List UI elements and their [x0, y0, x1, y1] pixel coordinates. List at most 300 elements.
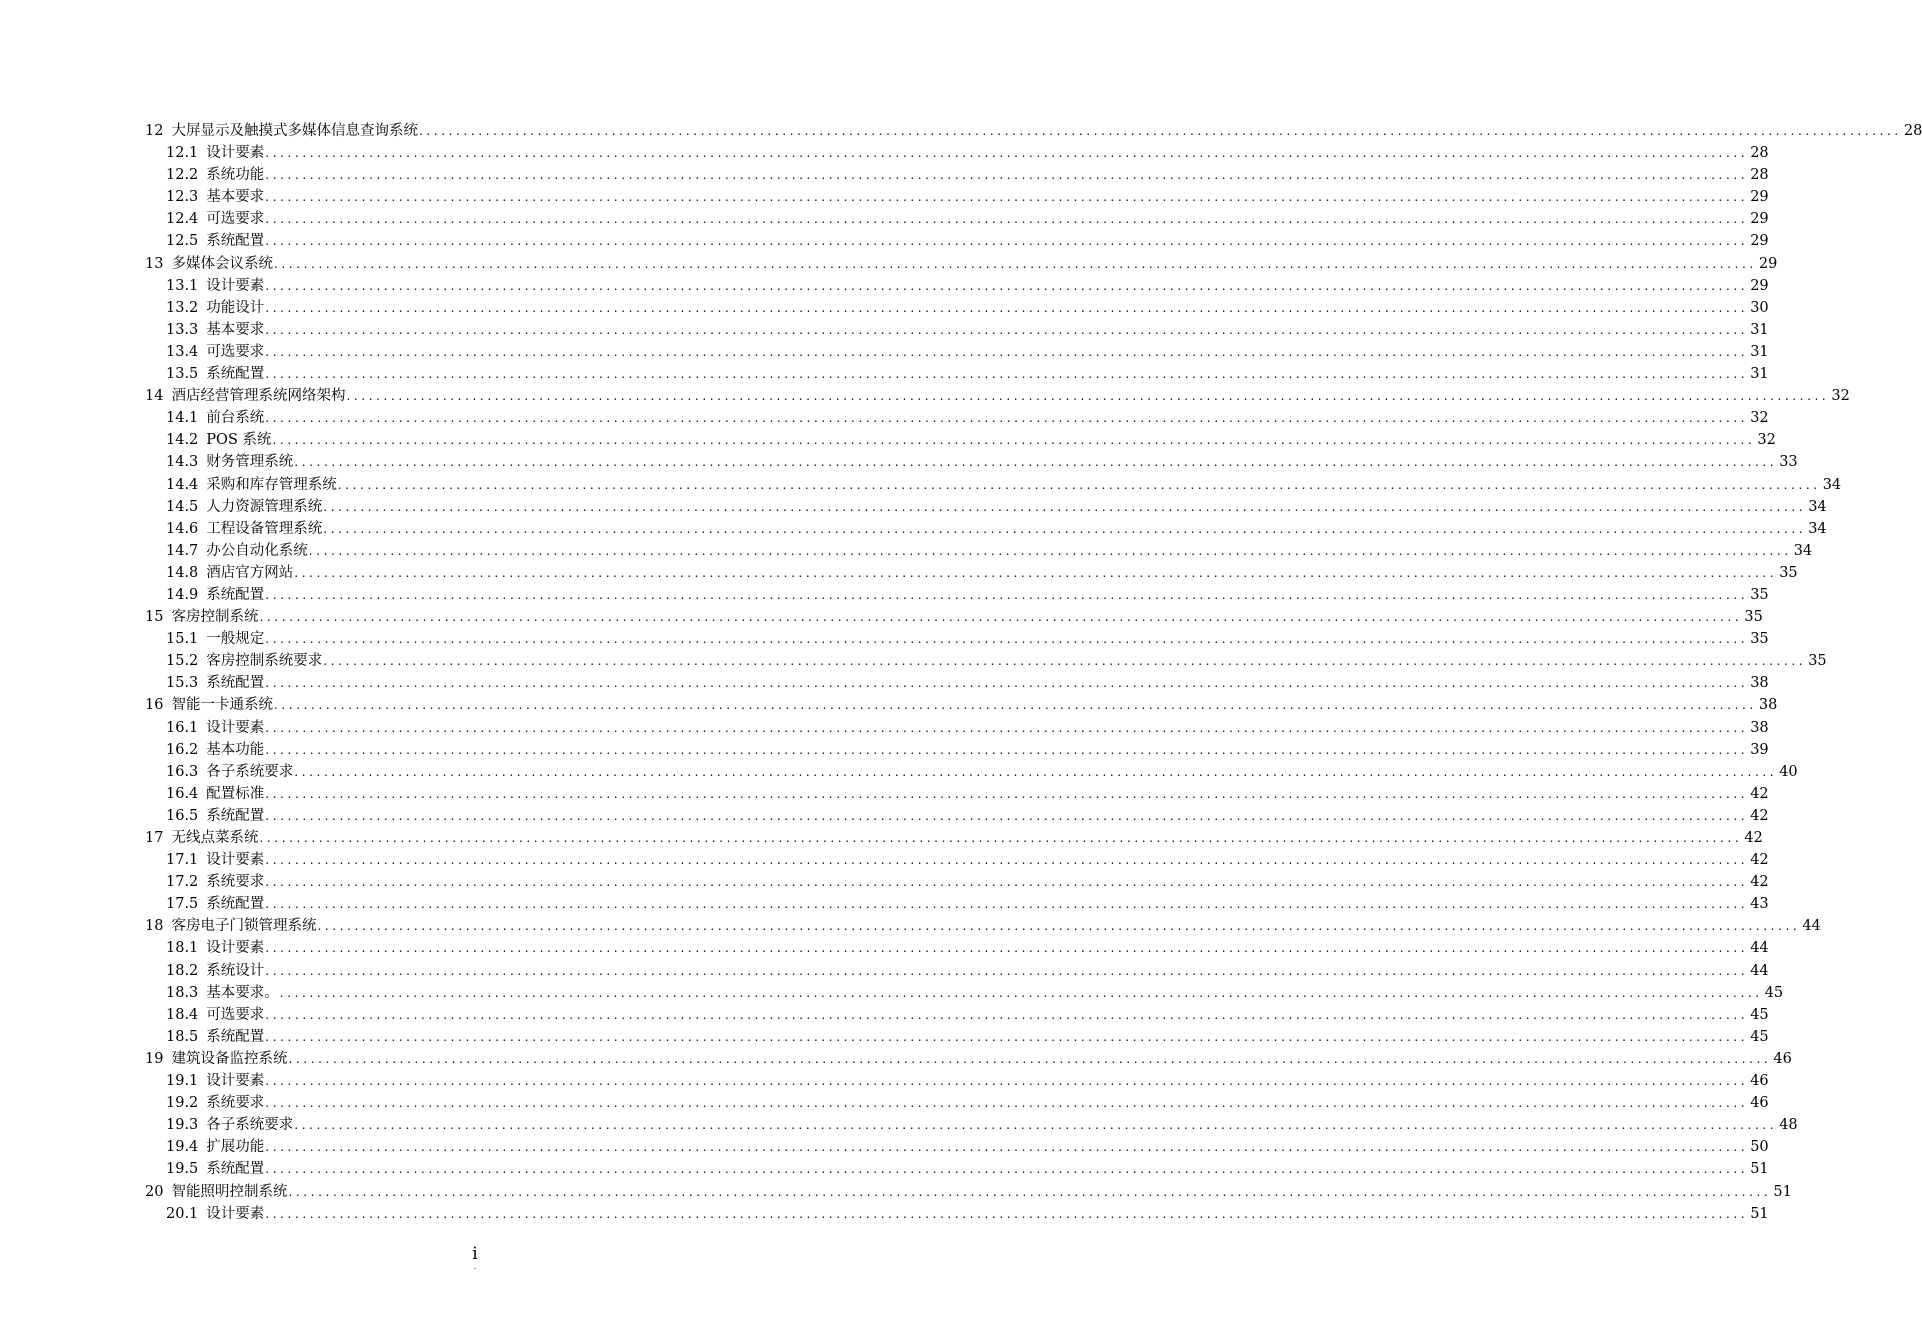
toc-entry-number: 14.4: [166, 476, 199, 493]
table-of-contents: [0, 120, 1922, 1225]
toc-entry-title: 系统配置: [206, 807, 265, 824]
toc-entry-number: 17: [145, 830, 164, 846]
toc-entry[interactable]: [0, 208, 1769, 230]
toc-entry-title: 可选要求: [206, 211, 265, 228]
toc-entry-page: 32: [1750, 410, 1769, 427]
toc-entry-number: 16.3: [166, 763, 199, 780]
toc-entry-number: 12.1: [166, 145, 199, 162]
toc-entry-title: 前台系统: [206, 410, 265, 427]
toc-entry-page: 45: [1750, 1006, 1769, 1023]
toc-entry-line: [166, 672, 1769, 694]
toc-entry-title: POS 系统: [206, 432, 272, 449]
toc-dot-leader: ........................................................................................................................................................................................................: [259, 610, 1743, 625]
toc-entry-number: 18.4: [166, 1006, 199, 1023]
toc-entry-line: [166, 518, 1827, 540]
toc-entry[interactable]: [0, 805, 1769, 827]
toc-entry-number: 16: [145, 697, 164, 714]
toc-dot-leader: ........................................................................................................................................................................................................: [279, 985, 1763, 1000]
toc-entry-line: [166, 1136, 1769, 1158]
toc-entry-title: 设计要素: [206, 1073, 265, 1090]
toc-dot-leader: ........................................................................................................................................................................................................: [294, 1118, 1778, 1133]
toc-entry-page: 51: [1750, 1161, 1769, 1178]
toc-entry-line: [166, 893, 1769, 915]
toc-entry-title: 客房控制系统要求: [206, 653, 323, 670]
toc-entry-page: 44: [1750, 962, 1769, 979]
toc-entry-number: 13.2: [166, 299, 199, 316]
toc-dot-leader: ........................................................................................................................................................................................................: [265, 322, 1749, 337]
toc-entry-line: [166, 230, 1769, 252]
toc-entry-number: 14.6: [166, 520, 199, 537]
toc-entry-page: 34: [1808, 520, 1827, 537]
toc-entry-title: 设计要素: [206, 1205, 265, 1222]
toc-entry-number: 17.5: [166, 896, 199, 913]
toc-dot-leader: ........................................................................................................................................................................................................: [265, 1206, 1749, 1221]
toc-entry[interactable]: [0, 407, 1769, 429]
toc-entry[interactable]: [0, 827, 1763, 849]
toc-entry-number: 16.1: [166, 719, 199, 736]
toc-entry-number: 12.3: [166, 189, 199, 206]
toc-entry-title: 采购和库存管理系统: [206, 476, 337, 493]
toc-entry-page: 35: [1750, 586, 1769, 603]
toc-dot-leader: ........................................................................................................................................................................................................: [317, 919, 1801, 934]
toc-entry-page: 42: [1750, 852, 1769, 869]
toc-entry-number: 18.3: [166, 984, 199, 1001]
page-number-dot: .: [473, 1262, 477, 1271]
toc-entry-title: 系统配置: [206, 233, 265, 250]
toc-entry-number: 13.3: [166, 321, 199, 338]
toc-entry-line: [166, 363, 1769, 385]
toc-entry[interactable]: [0, 960, 1769, 982]
toc-dot-leader: ........................................................................................................................................................................................................: [265, 234, 1749, 249]
toc-entry[interactable]: [0, 606, 1763, 628]
toc-entry-line: [166, 937, 1769, 959]
toc-entry-page: 29: [1750, 211, 1769, 228]
toc-dot-leader: ........................................................................................................................................................................................................: [323, 499, 1807, 514]
toc-entry[interactable]: [0, 849, 1769, 871]
toc-dot-leader: ........................................................................................................................................................................................................: [265, 1140, 1749, 1155]
toc-entry-line: [166, 142, 1769, 164]
toc-dot-leader: ........................................................................................................................................................................................................: [265, 1007, 1749, 1022]
toc-entry-line: [166, 407, 1769, 429]
toc-entry[interactable]: [0, 1203, 1769, 1225]
toc-entry[interactable]: [0, 341, 1769, 363]
toc-entry-page: 38: [1750, 719, 1769, 736]
toc-entry-number: 19: [145, 1050, 164, 1067]
toc-entry[interactable]: [0, 1048, 1792, 1070]
toc-entry-page: 46: [1750, 1095, 1769, 1112]
toc-dot-leader: ........................................................................................................................................................................................................: [265, 411, 1749, 426]
page-number: i: [472, 1244, 478, 1264]
toc-entry[interactable]: [0, 275, 1769, 297]
toc-entry-page: 43: [1750, 896, 1769, 913]
toc-entry-title: 一般规定: [206, 631, 265, 648]
toc-entry-page: 33: [1779, 454, 1798, 471]
toc-dot-leader: ........................................................................................................................................................................................................: [272, 433, 1756, 448]
toc-entry-line: [166, 1026, 1769, 1048]
toc-entry[interactable]: [0, 253, 1778, 275]
toc-entry-title: 配置标准: [206, 785, 265, 802]
toc-entry[interactable]: [0, 1114, 1798, 1136]
toc-entry-title: 酒店官方网站: [206, 564, 294, 581]
toc-entry-title: 可选要求: [206, 343, 265, 360]
toc-entry-page: 32: [1757, 432, 1776, 449]
toc-dot-leader: ........................................................................................................................................................................................................: [265, 367, 1749, 382]
toc-entry-title: 无线点菜系统: [171, 830, 259, 846]
toc-entry-title: 设计要素: [206, 852, 265, 869]
toc-entry-title: 基本要求: [206, 321, 265, 338]
toc-entry-line: [166, 982, 1784, 1004]
toc-entry[interactable]: [0, 761, 1798, 783]
toc-entry-line: [166, 275, 1769, 297]
toc-entry-page: 44: [1750, 940, 1769, 957]
toc-entry[interactable]: [0, 1092, 1769, 1114]
toc-entry[interactable]: [0, 783, 1769, 805]
toc-entry-number: 13.5: [166, 366, 199, 383]
toc-entry-page: 48: [1779, 1117, 1798, 1134]
toc-entry-page: 35: [1779, 564, 1798, 581]
toc-entry-number: 14.8: [166, 564, 199, 581]
toc-dot-leader: ........................................................................................................................................................................................................: [265, 808, 1749, 823]
toc-dot-leader: ........................................................................................................................................................................................................: [418, 124, 1902, 138]
toc-entry-title: 基本要求。: [206, 984, 279, 1001]
toc-entry[interactable]: [0, 120, 1922, 142]
toc-entry-title: 扩展功能: [206, 1139, 265, 1156]
toc-entry-number: 17.2: [166, 874, 199, 891]
toc-entry-page: 46: [1750, 1073, 1769, 1090]
toc-entry-page: 29: [1758, 255, 1778, 272]
toc-entry-number: 15.1: [166, 631, 199, 648]
toc-entry-number: 19.1: [166, 1073, 199, 1090]
toc-entry-number: 13: [145, 255, 164, 272]
toc-dot-leader: ........................................................................................................................................................................................................: [294, 565, 1778, 580]
toc-entry[interactable]: [0, 739, 1769, 761]
toc-entry-number: 15: [145, 609, 164, 626]
toc-entry-number: 14.2: [166, 432, 199, 449]
toc-entry-title: 可选要求: [206, 1006, 265, 1023]
toc-entry-title: 财务管理系统: [206, 454, 294, 471]
toc-entry-page: 34: [1822, 476, 1842, 493]
toc-dot-leader: ........................................................................................................................................................................................................: [265, 190, 1749, 205]
toc-entry-page: 38: [1750, 675, 1769, 692]
toc-entry-title: 大屏显示及触摸式多媒体信息查询系统: [171, 123, 418, 139]
toc-entry-line: [166, 474, 1842, 496]
toc-entry-line: [166, 960, 1769, 982]
toc-entry-title: 办公自动化系统: [206, 542, 308, 559]
toc-entry-line: [166, 297, 1769, 319]
toc-dot-leader: ........................................................................................................................................................................................................: [265, 676, 1749, 691]
toc-entry-title: 系统配置: [206, 586, 265, 603]
toc-entry-title: 酒店经营管理系统网络架构: [171, 388, 346, 405]
toc-entry-number: 13.1: [166, 277, 199, 294]
toc-entry-page: 51: [1773, 1183, 1792, 1200]
toc-entry[interactable]: [0, 1026, 1769, 1048]
toc-entry[interactable]: [0, 982, 1784, 1004]
toc-entry-line: [145, 1048, 1792, 1070]
toc-entry-number: 13.4: [166, 343, 199, 360]
toc-entry-number: 15.2: [166, 653, 199, 670]
toc-entry-title: 各子系统要求: [206, 1117, 294, 1134]
toc-entry-page: 40: [1779, 763, 1798, 780]
toc-entry-title: 基本功能: [206, 741, 265, 758]
toc-entry[interactable]: [0, 451, 1798, 473]
toc-entry-number: 17.1: [166, 852, 199, 869]
toc-dot-leader: ........................................................................................................................................................................................................: [265, 742, 1749, 757]
toc-entry-line: [145, 915, 1821, 937]
toc-entry-line: [166, 849, 1769, 871]
toc-entry-number: 20: [145, 1183, 164, 1200]
toc-entry[interactable]: [0, 230, 1769, 252]
toc-entry-title: 系统配置: [206, 896, 265, 913]
toc-entry[interactable]: [0, 562, 1798, 584]
toc-entry-title: 工程设备管理系统: [206, 520, 323, 537]
toc-entry-title: 建筑设备监控系统: [171, 1050, 288, 1067]
toc-entry-page: 46: [1773, 1050, 1792, 1067]
toc-dot-leader: ........................................................................................................................................................................................................: [265, 853, 1749, 868]
toc-entry-title: 设计要素: [206, 719, 265, 736]
toc-entry-number: 18.5: [166, 1028, 199, 1045]
toc-entry-number: 14.7: [166, 542, 199, 559]
toc-entry-line: [166, 208, 1769, 230]
toc-entry[interactable]: [0, 1158, 1769, 1180]
toc-entry[interactable]: [0, 717, 1769, 739]
toc-entry-number: 14.9: [166, 586, 199, 603]
toc-entry-number: 19.5: [166, 1161, 199, 1178]
toc-entry[interactable]: [0, 518, 1827, 540]
toc-entry-title: 系统要求: [206, 874, 265, 891]
toc-entry-title: 系统设计: [206, 962, 265, 979]
toc-entry-page: 42: [1750, 874, 1769, 891]
toc-entry[interactable]: [0, 672, 1769, 694]
toc-entry-number: 19.3: [166, 1117, 199, 1134]
toc-entry-page: 45: [1750, 1028, 1769, 1045]
toc-entry-line: [166, 1004, 1769, 1026]
toc-dot-leader: ........................................................................................................................................................................................................: [273, 256, 1757, 271]
toc-entry-line: [166, 1114, 1798, 1136]
toc-entry-line: [166, 186, 1769, 208]
toc-dot-leader: ........................................................................................................................................................................................................: [323, 521, 1807, 536]
toc-entry-number: 12: [145, 123, 164, 139]
toc-entry-page: 28: [1750, 167, 1769, 184]
toc-entry-page: 39: [1750, 741, 1769, 758]
toc-entry-line: [145, 694, 1778, 716]
toc-entry-page: 31: [1750, 366, 1769, 383]
toc-entry-line: [166, 1158, 1769, 1180]
toc-entry-title: 系统配置: [206, 1028, 265, 1045]
toc-entry-number: 14.5: [166, 498, 199, 515]
toc-entry-line: [166, 429, 1776, 451]
toc-entry[interactable]: [0, 429, 1776, 451]
toc-entry-line: [166, 761, 1798, 783]
toc-dot-leader: ........................................................................................................................................................................................................: [265, 963, 1749, 978]
toc-entry-page: 34: [1793, 542, 1813, 559]
toc-entry-page: 45: [1764, 984, 1784, 1001]
toc-dot-leader: ........................................................................................................................................................................................................: [265, 344, 1749, 359]
toc-dot-leader: ........................................................................................................................................................................................................: [346, 389, 1830, 404]
toc-entry-number: 18: [145, 918, 164, 935]
toc-entry-title: 多媒体会议系统: [171, 255, 273, 272]
toc-entry[interactable]: [0, 1070, 1769, 1092]
toc-entry-title: 设计要素: [206, 277, 265, 294]
toc-dot-leader: ........................................................................................................................................................................................................: [265, 720, 1749, 735]
toc-entry-number: 19.2: [166, 1095, 199, 1112]
toc-entry[interactable]: [0, 319, 1769, 341]
toc-entry-title: 基本要求: [206, 189, 265, 206]
toc-entry[interactable]: [0, 1181, 1792, 1203]
toc-entry-page: 38: [1758, 697, 1778, 714]
toc-entry-line: [145, 120, 1922, 142]
toc-entry[interactable]: [0, 915, 1821, 937]
toc-entry-title: 智能照明控制系统: [171, 1183, 288, 1200]
toc-dot-leader: ........................................................................................................................................................................................................: [265, 1096, 1749, 1111]
toc-entry-title: 客房控制系统: [171, 609, 259, 626]
toc-entry-page: 30: [1750, 299, 1769, 316]
toc-dot-leader: ........................................................................................................................................................................................................: [265, 1029, 1749, 1044]
toc-entry-line: [166, 496, 1827, 518]
toc-entry-title: 各子系统要求: [206, 763, 294, 780]
toc-dot-leader: ........................................................................................................................................................................................................: [265, 897, 1749, 912]
toc-entry-page: 35: [1744, 609, 1763, 626]
toc-entry-number: 19.4: [166, 1139, 199, 1156]
toc-dot-leader: ........................................................................................................................................................................................................: [294, 455, 1778, 470]
toc-entry-line: [166, 584, 1769, 606]
toc-entry-title: 人力资源管理系统: [206, 498, 323, 515]
toc-dot-leader: ........................................................................................................................................................................................................: [323, 654, 1807, 669]
toc-entry-page: 42: [1750, 807, 1769, 824]
toc-entry-line: [166, 871, 1769, 893]
toc-entry-number: 20.1: [166, 1205, 199, 1222]
toc-entry[interactable]: [0, 164, 1769, 186]
toc-entry-line: [145, 1181, 1792, 1203]
toc-entry-page: 42: [1744, 830, 1763, 846]
toc-entry-page: 34: [1808, 498, 1827, 515]
toc-entry-page: 32: [1831, 388, 1850, 405]
toc-entry[interactable]: [0, 1004, 1769, 1026]
toc-entry[interactable]: [0, 496, 1827, 518]
toc-entry-page: 50: [1750, 1139, 1769, 1156]
toc-entry-number: 15.3: [166, 675, 199, 692]
toc-entry-page: 31: [1750, 343, 1769, 360]
toc-entry[interactable]: [0, 186, 1769, 208]
toc-entry-line: [166, 341, 1769, 363]
toc-entry-line: [166, 717, 1769, 739]
toc-entry-line: [166, 319, 1769, 341]
toc-entry-line: [166, 164, 1769, 186]
toc-dot-leader: ........................................................................................................................................................................................................: [265, 212, 1749, 227]
toc-entry-title: 智能一卡通系统: [171, 697, 273, 714]
toc-entry-line: [166, 1203, 1769, 1225]
toc-entry-page: 42: [1750, 785, 1769, 802]
toc-entry[interactable]: [0, 893, 1769, 915]
toc-entry-number: 16.5: [166, 807, 199, 824]
toc-entry[interactable]: [0, 584, 1769, 606]
toc-entry-line: [145, 606, 1763, 628]
toc-entry-line: [166, 451, 1798, 473]
toc-entry-page: 28: [1903, 123, 1922, 139]
toc-entry-page: 31: [1750, 321, 1769, 338]
toc-entry-title: 系统要求: [206, 1095, 265, 1112]
toc-entry[interactable]: [0, 1136, 1769, 1158]
toc-entry-number: 16.2: [166, 741, 199, 758]
toc-entry-page: 44: [1802, 918, 1821, 935]
toc-entry-number: 12.2: [166, 167, 199, 184]
toc-entry-line: [166, 562, 1798, 584]
toc-entry[interactable]: [0, 628, 1769, 650]
toc-dot-leader: ........................................................................................................................................................................................................: [288, 1051, 1772, 1066]
toc-entry[interactable]: [0, 363, 1769, 385]
toc-entry-number: 16.4: [166, 785, 199, 802]
toc-entry-title: 客房电子门锁管理系统: [171, 918, 317, 935]
toc-dot-leader: ........................................................................................................................................................................................................: [337, 477, 1821, 492]
toc-dot-leader: ........................................................................................................................................................................................................: [265, 1162, 1749, 1177]
toc-entry-number: 18.2: [166, 962, 199, 979]
toc-dot-leader: ........................................................................................................................................................................................................: [288, 1184, 1772, 1199]
toc-entry-number: 12.5: [166, 233, 199, 250]
toc-entry-line: [166, 739, 1769, 761]
toc-entry-title: 系统配置: [206, 1161, 265, 1178]
toc-entry[interactable]: [0, 694, 1778, 716]
toc-entry-number: 18.1: [166, 940, 199, 957]
toc-entry-title: 系统功能: [206, 167, 265, 184]
toc-dot-leader: ........................................................................................................................................................................................................: [265, 168, 1749, 183]
toc-dot-leader: ........................................................................................................................................................................................................: [265, 587, 1749, 602]
toc-entry-page: 29: [1750, 189, 1769, 206]
toc-entry[interactable]: [0, 540, 1813, 562]
toc-dot-leader: ........................................................................................................................................................................................................: [259, 831, 1743, 845]
toc-entry-line: [166, 783, 1769, 805]
toc-entry[interactable]: [0, 297, 1769, 319]
toc-entry-page: 29: [1750, 233, 1769, 250]
toc-entry-number: 14.3: [166, 454, 199, 471]
toc-entry-line: [145, 385, 1850, 407]
toc-entry-title: 设计要素: [206, 940, 265, 957]
toc-entry-page: 29: [1750, 277, 1769, 294]
toc-entry[interactable]: [0, 474, 1842, 496]
toc-entry-line: [166, 628, 1769, 650]
toc-entry-title: 系统配置: [206, 675, 265, 692]
toc-entry[interactable]: [0, 142, 1769, 164]
toc-dot-leader: ........................................................................................................................................................................................................: [265, 1074, 1749, 1089]
toc-dot-leader: ........................................................................................................................................................................................................: [265, 941, 1749, 956]
toc-entry-title: 系统配置: [206, 366, 265, 383]
toc-entry-line: [166, 805, 1769, 827]
toc-entry-page: 35: [1808, 653, 1827, 670]
toc-dot-leader: ........................................................................................................................................................................................................: [265, 300, 1749, 315]
toc-entry-line: [166, 1092, 1769, 1114]
toc-entry[interactable]: [0, 937, 1769, 959]
toc-entry-line: [166, 1070, 1769, 1092]
toc-entry[interactable]: [0, 650, 1827, 672]
toc-entry-page: 28: [1750, 145, 1769, 162]
toc-entry[interactable]: [0, 385, 1850, 407]
toc-entry-page: 51: [1750, 1205, 1769, 1222]
toc-dot-leader: ........................................................................................................................................................................................................: [273, 698, 1757, 713]
toc-entry-line: [166, 540, 1813, 562]
toc-entry[interactable]: [0, 871, 1769, 893]
toc-entry-page: 35: [1750, 631, 1769, 648]
toc-entry-line: [145, 253, 1778, 275]
toc-entry-title: 设计要素: [206, 145, 265, 162]
toc-dot-leader: ........................................................................................................................................................................................................: [265, 786, 1749, 801]
toc-dot-leader: ........................................................................................................................................................................................................: [265, 632, 1749, 647]
toc-dot-leader: ........................................................................................................................................................................................................: [265, 875, 1749, 890]
toc-entry-number: 12.4: [166, 211, 199, 228]
toc-entry-title: 功能设计: [206, 299, 265, 316]
toc-entry-number: 14: [145, 388, 164, 405]
toc-dot-leader: ........................................................................................................................................................................................................: [265, 146, 1749, 161]
toc-dot-leader: ........................................................................................................................................................................................................: [294, 764, 1778, 779]
page-footer: [0, 1244, 950, 1270]
toc-dot-leader: ........................................................................................................................................................................................................: [308, 543, 1792, 558]
